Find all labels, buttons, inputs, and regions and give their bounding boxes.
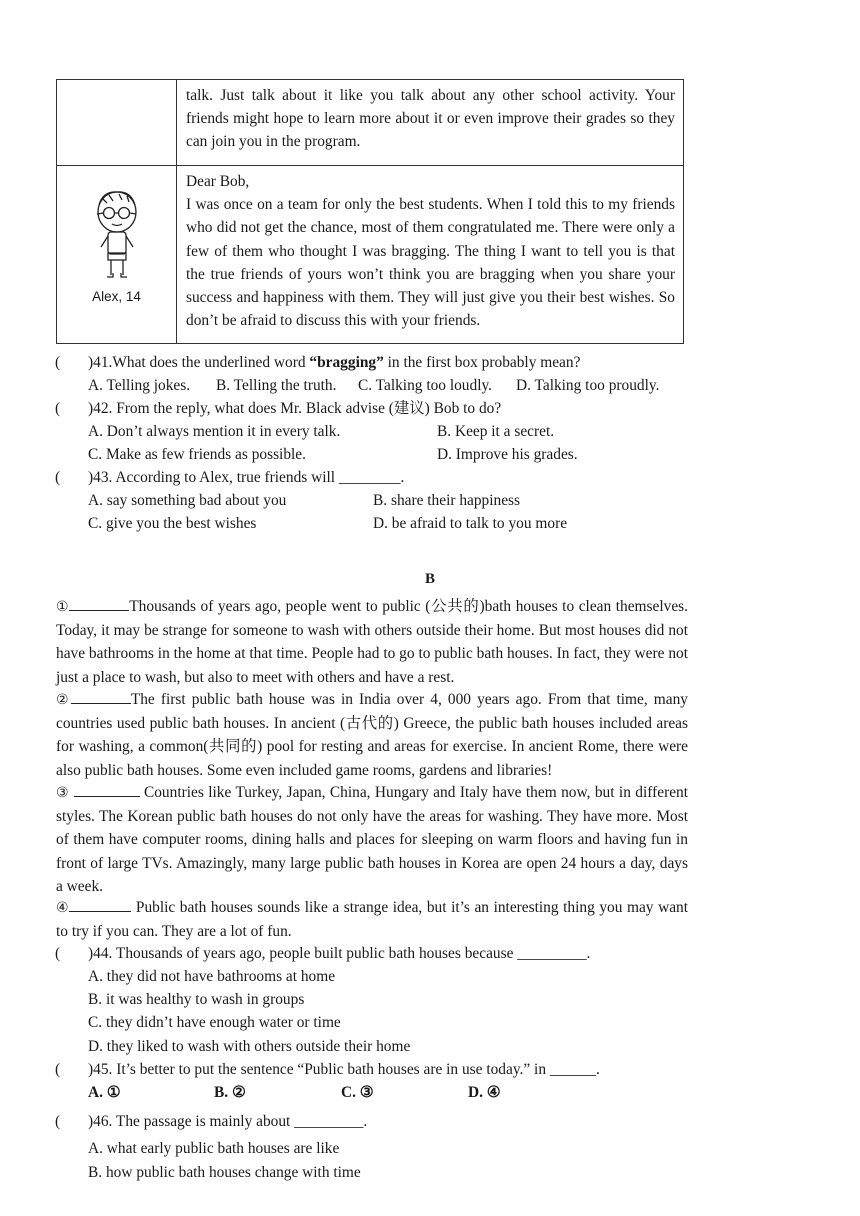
option-a: A. what early public bath houses are like <box>88 1140 340 1157</box>
answer-paren: ( <box>55 354 61 371</box>
question-stem: )45. It’s better to put the sentence “Public bath houses are in use today.” in ______. <box>88 1061 600 1078</box>
question-stem: )41.What does the underlined word <box>88 354 310 371</box>
letter-cell <box>177 166 684 344</box>
option-a: A. say something bad about you <box>88 492 287 509</box>
option-c: C. Talking too loudly. <box>358 377 493 394</box>
option-d: D. they liked to wash with others outside their home <box>88 1038 411 1055</box>
answer-blank <box>71 690 131 704</box>
question-43 <box>55 466 695 489</box>
option-b: B. Keep it a secret. <box>437 423 555 440</box>
question-stem: )42. From the reply, what does Mr. Black advise (建议) Bob to do? <box>88 400 502 417</box>
table-row <box>57 166 684 344</box>
question-stem: )43. According to Alex, true friends will ________. <box>88 469 405 486</box>
option-c: C. Make as few friends as possible. <box>88 446 306 463</box>
answer-blank <box>69 898 131 912</box>
letter-greeting: Dear Bob, <box>186 173 250 190</box>
option-b: B. share their happiness <box>373 492 521 509</box>
option-a: A. Don’t always mention it in every talk. <box>88 423 341 440</box>
letter-text: talk. Just talk about it like you talk about any other school activity. Your friends might hope to learn more about it or even improve their grades so they can join you in the program. <box>177 80 684 166</box>
paragraph-number: ③ <box>56 785 70 801</box>
option-d: D. be afraid to talk to you more <box>373 515 568 532</box>
answer-paren: ( <box>55 400 61 417</box>
paragraph-number: ① <box>56 599 70 615</box>
section-title: B <box>424 571 435 587</box>
option-d: D. Talking too proudly. <box>516 377 660 394</box>
option-a: A. they did not have bathrooms at home <box>88 968 336 985</box>
empty-avatar-cell <box>57 80 177 166</box>
answer-paren: ( <box>55 1113 61 1130</box>
option-a: A. ① <box>88 1084 121 1101</box>
question-stem: in the first box probably mean? <box>383 354 581 371</box>
answer-paren: ( <box>55 469 61 486</box>
answer-paren: ( <box>55 1061 61 1078</box>
answer-paren: ( <box>55 945 61 962</box>
table-row <box>57 80 684 166</box>
letter-text: I was once on a team for only the best students. When I told this to my friends who did not get the chance, most of them congratulated me. There were only a few of them who thought I was bragging. The thing I want to tell you is that the true friends of yours won’t think you are bragging when you share your success and happiness with them. They will just give you their best wishes. So don’t be afraid to discuss this with your friends. <box>186 196 675 330</box>
avatar-cell <box>57 166 177 344</box>
option-b: B. ② <box>214 1084 246 1101</box>
paragraph-number: ④ <box>56 900 70 916</box>
paragraph-text: Public bath houses sounds like a strange idea, but it’s an interesting thing you may want to try if you can. They are a lot of fun. <box>56 899 689 941</box>
answer-blank <box>69 597 129 611</box>
option-d: D. ④ <box>468 1084 501 1101</box>
question-46 <box>55 1110 695 1133</box>
paragraph-text: Countries like Turkey, Japan, China, Hungary and Italy have them now, but in different styles. The Korean public bath houses do not only have the areas for washing. They have more. Most of them have computer rooms, dining halls and places for sleeping on warm floors and having fun in front of large TVs. Amazingly, many large public bath houses in Korea are open 24 hours a day, days a week. <box>56 784 688 895</box>
paragraph-1 <box>56 595 688 689</box>
paragraph-3 <box>56 781 688 898</box>
question-42 <box>55 397 695 420</box>
option-b: B. Telling the truth. <box>216 377 337 394</box>
option-b: B. how public bath houses change with time <box>88 1164 361 1181</box>
question-keyword: “bragging” <box>309 354 384 371</box>
option-c: C. give you the best wishes <box>88 515 257 532</box>
paragraph-2 <box>56 688 688 782</box>
option-b: B. it was healthy to wash in groups <box>88 991 305 1008</box>
option-d: D. Improve his grades. <box>437 446 578 463</box>
answer-blank <box>74 783 140 797</box>
question-44 <box>55 942 695 965</box>
option-c: C. they didn’t have enough water or time <box>88 1014 341 1031</box>
question-stem: )44. Thousands of years ago, people built public bath houses because _________. <box>88 945 591 962</box>
paragraph-number: ② <box>56 692 71 708</box>
question-45 <box>55 1058 695 1081</box>
letters-table <box>56 79 684 344</box>
question-stem: )46. The passage is mainly about _________. <box>88 1113 368 1130</box>
paragraph-text: Thousands of years ago, people went to public (公共的)bath houses to clean themselves. Today, it may be strange for someone to wash with others outside their home. But most houses did not have bathrooms in the home at that time. People had to go to public bath houses. In fact, they were not just a place to wash, but also to meet with others and have a rest. <box>56 598 688 686</box>
paragraph-text: The first public bath house was in India over 4, 000 years ago. From that time, many countries used public bath houses. In ancient (古代的) Greece, the public bath houses included areas for washing, a common(共同的) pool for resting and areas for exercise. In ancient Rome, there were also public bath houses. Some even included game rooms, gardens and libraries! <box>56 691 688 779</box>
paragraph-4 <box>56 896 688 943</box>
avatar-caption: Alex, 14 <box>92 289 141 304</box>
option-a: A. Telling jokes. <box>88 377 191 394</box>
option-c: C. ③ <box>341 1084 374 1101</box>
question-41 <box>55 351 695 374</box>
boy-avatar-icon <box>89 187 145 285</box>
